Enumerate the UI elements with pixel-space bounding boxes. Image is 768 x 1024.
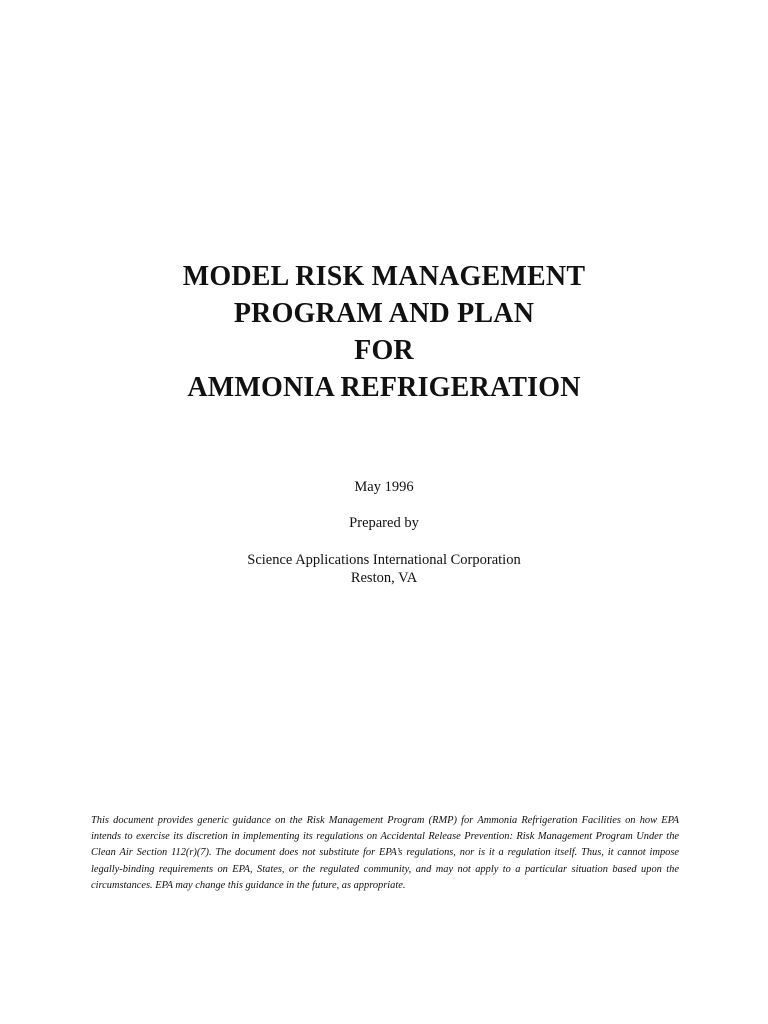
publication-date: May 1996 <box>354 479 414 495</box>
disclaimer-paragraph: This document provides generic guidance on the Risk Management Program (RMP) for Ammonia Refrigeration Facilities on how EPA intends to exercise its discretion in implementing its regulations on Accidental Release Prevention: Risk Management Program Under the Clean Air Section 112(r)(7). The document does not substitute for EPA’s regulations, nor is it a regulation itself. Thus, it cannot impose legally-binding requirements on EPA, States, or the regulated community, and may not apply to a particular situation based upon the circumstances. EPA may change this guidance in the future, as appropriate. <box>91 815 679 891</box>
document-title <box>0 258 768 406</box>
title-line-4: AMMONIA REFRIGERATION <box>187 372 581 403</box>
organization-name: Science Applications International Corporation <box>247 552 521 568</box>
title-line-2: PROGRAM AND PLAN <box>233 298 535 329</box>
title-line-1: MODEL RISK MANAGEMENT <box>182 261 586 292</box>
prepared-by-label: Prepared by <box>349 515 419 531</box>
title-line-3: FOR <box>354 335 414 366</box>
organization-location: Reston, VA <box>350 570 418 586</box>
